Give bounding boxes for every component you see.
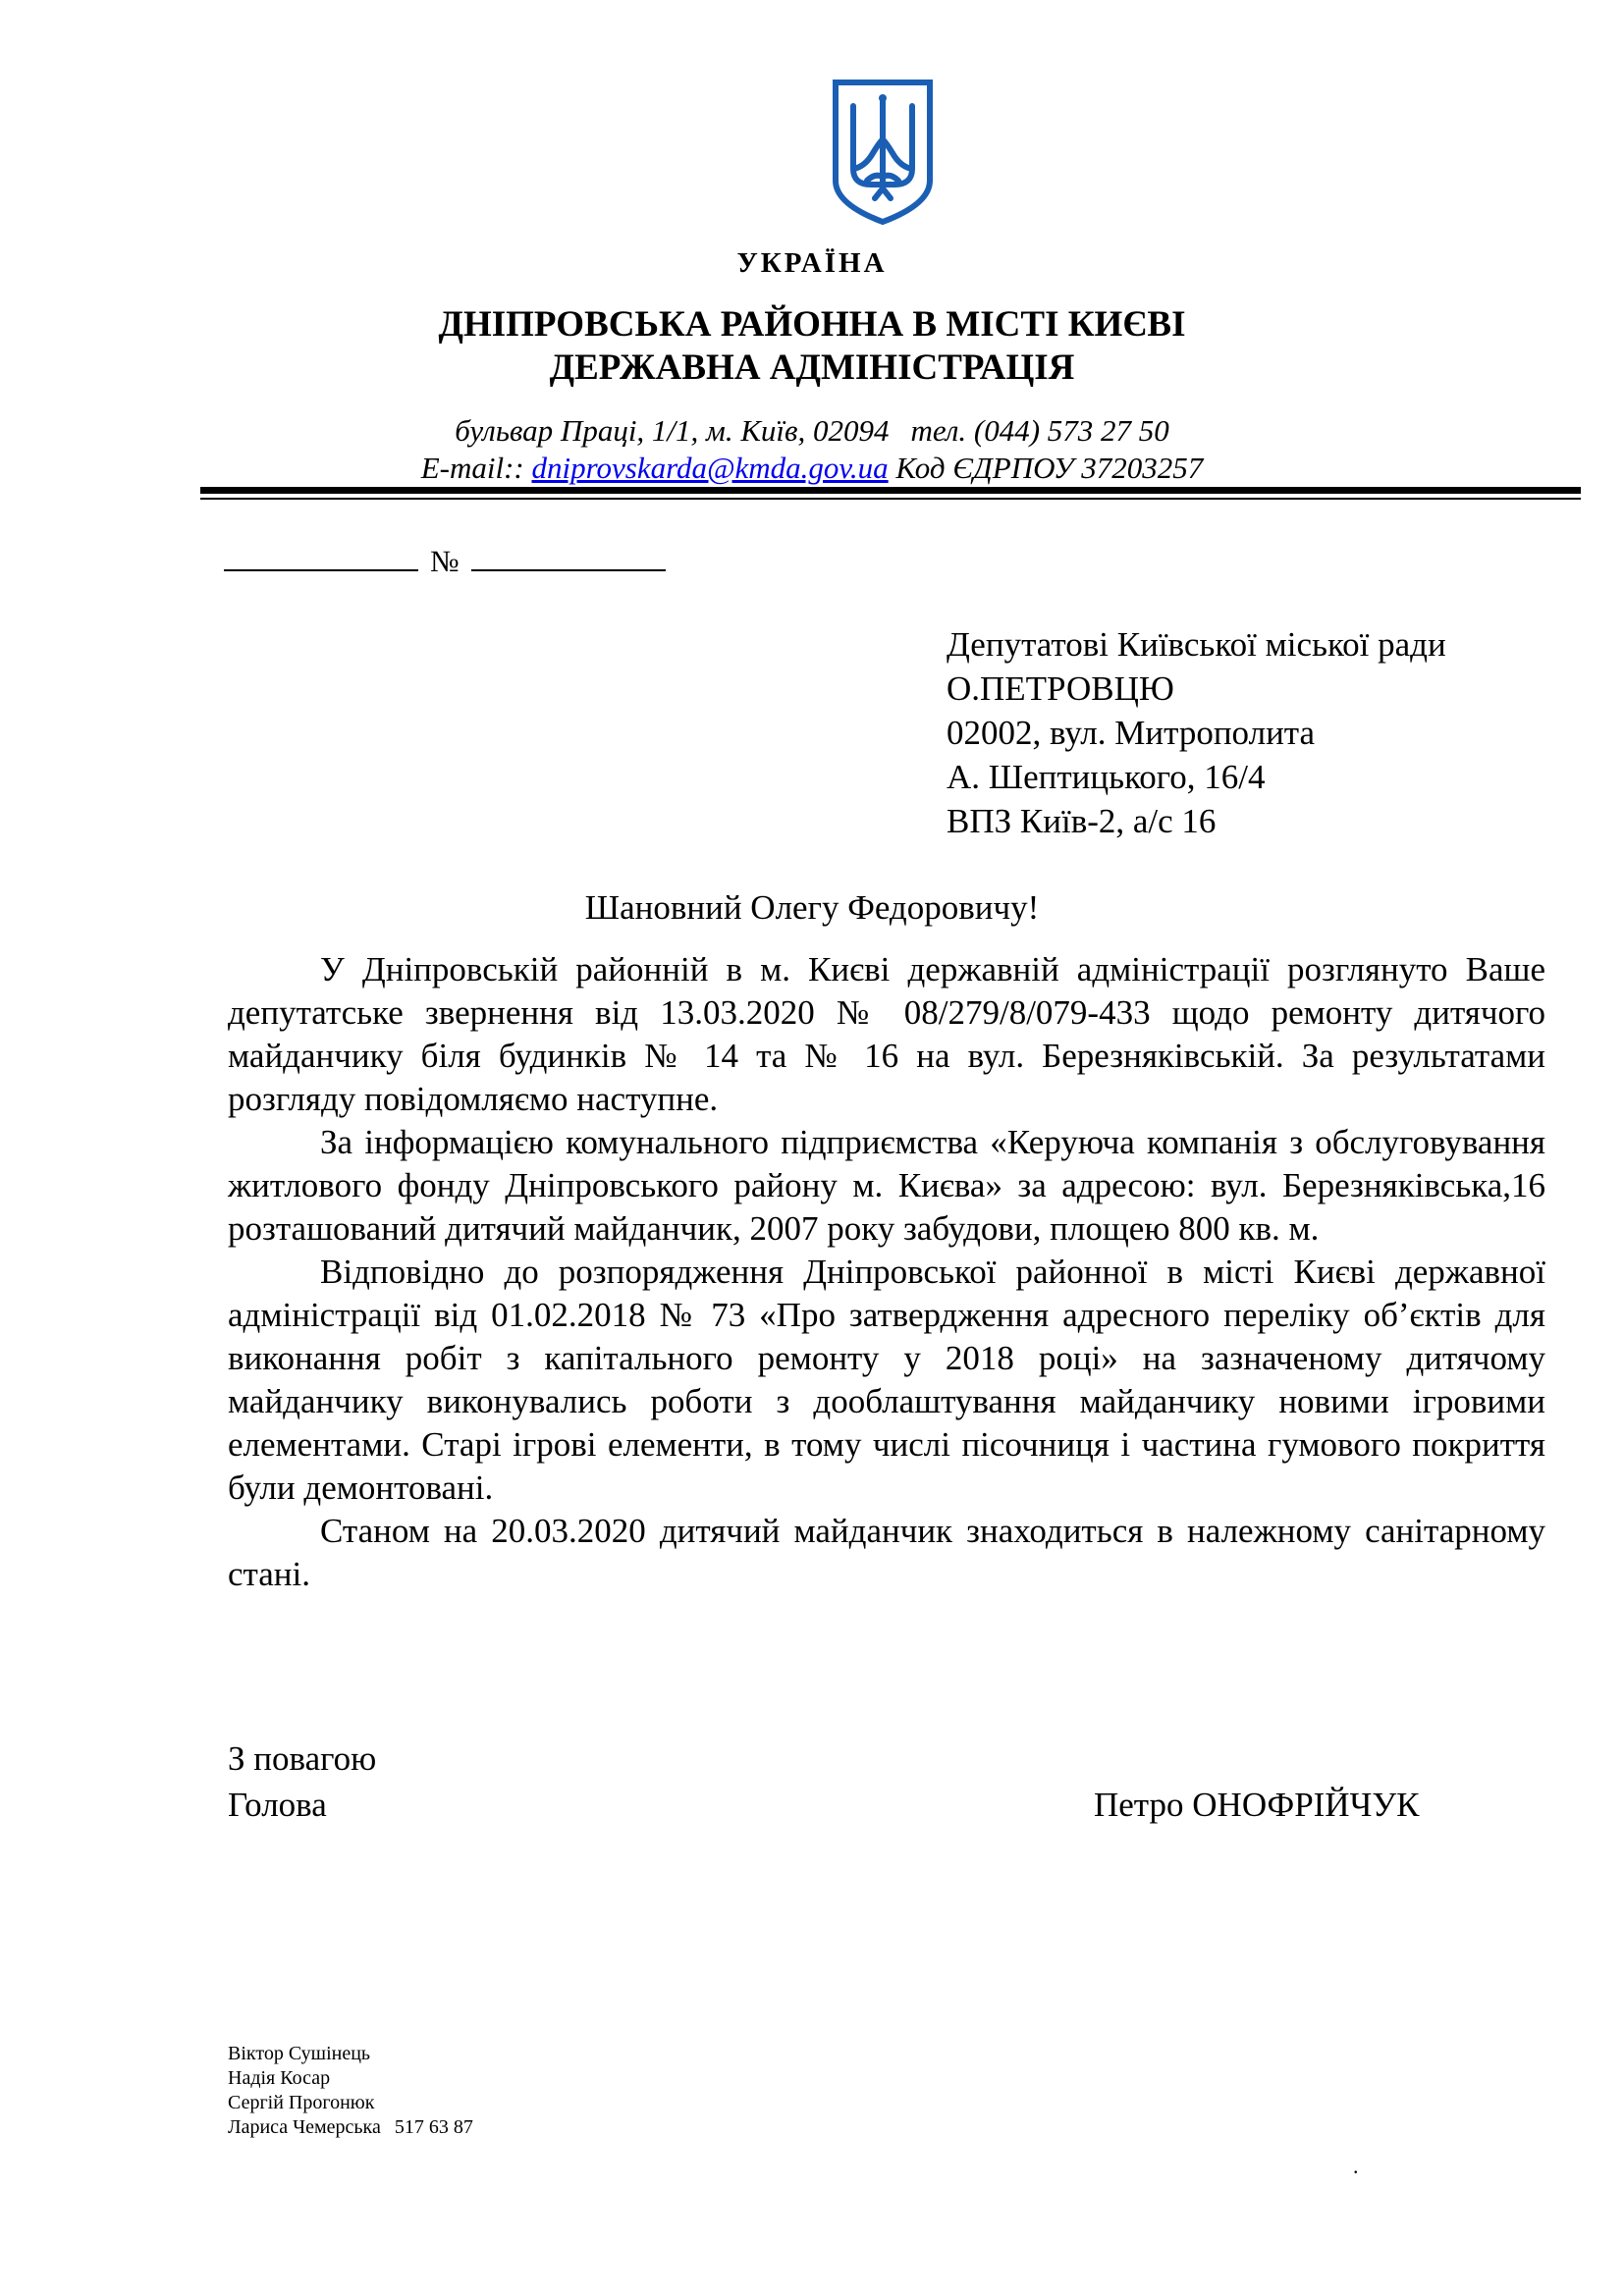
body-paragraph: Відповідно до розпорядження Дніпровської районної в місті Києві державної адміністрації від 01.02.2018 № 73 «Про затвердження адресного переліку об’єктів для виконання робіт з капітального ремонту у 2018 році» на зазначеному дитячому майданчику виконувались роботи з дооблаштування майданчику новими ігровими елементами. Старі ігрові елементи, в тому числі пісочниця і частина гумового покриття були демонтовані. <box>228 1253 1545 1507</box>
email-label: E-mail:: <box>420 451 524 485</box>
executor-name: Сергій Прогонюк <box>228 2092 375 2113</box>
phone-number: тел. (044) 573 27 50 <box>910 413 1169 448</box>
executors-list <box>228 2042 473 2140</box>
contact-email-line <box>0 450 1624 487</box>
organization-name-line2: ДЕРЖАВНА АДМІНІСТРАЦІЯ <box>549 347 1075 388</box>
signer-name: Петро ОНОФРІЙЧУК <box>1094 1786 1420 1824</box>
date-blank <box>224 542 418 571</box>
registration-number-line <box>224 542 666 579</box>
trident-coat-of-arms-icon <box>832 79 934 226</box>
letter-body <box>228 948 1545 1596</box>
executor-name: Надія Косар <box>228 2067 331 2089</box>
body-paragraph: Станом на 20.03.2020 дитячий майданчик знаходиться в належному санітарному стані. <box>228 1512 1545 1593</box>
recipient-line: Депутатові Київської міської ради <box>947 625 1446 664</box>
edrpou-code: Код ЄДРПОУ 37203257 <box>895 451 1204 485</box>
recipient-line: ВПЗ Київ-2, а/с 16 <box>947 802 1217 840</box>
recipient-line: О.ПЕТРОВЦЮ <box>947 669 1174 708</box>
country-name: УКРАЇНА <box>736 247 888 279</box>
closing-block <box>228 1735 376 1828</box>
header-divider-thick <box>200 487 1581 494</box>
header-divider-thin <box>200 498 1581 500</box>
organization-name-line1: ДНІПРОВСЬКА РАЙОННА В МІСТІ КИЄВІ <box>438 304 1186 345</box>
recipient-line: 02002, вул. Митрополита <box>947 714 1316 752</box>
executor-name: Віктор Сушінець <box>228 2043 371 2064</box>
signer-position: Голова <box>228 1786 327 1824</box>
page-mark: . <box>1353 2154 1359 2178</box>
recipient-block <box>947 622 1446 843</box>
executor-phone: 517 63 87 <box>394 2116 473 2138</box>
salutation: Шановний Олегу Федоровичу! <box>584 888 1040 927</box>
number-sign: № <box>430 544 460 578</box>
executor-name: Лариса Чемерська <box>228 2116 381 2138</box>
regards: З повагою <box>228 1739 377 1778</box>
number-blank <box>471 542 666 571</box>
body-paragraph: У Дніпровській районній в м. Києві державній адміністрації розглянуто Ваше депутатське звернення від 13.03.2020 № 08/279/8/079-433 щодо ремонту дитячого майданчику біля будинків № 14 та № 16 на вул. Березняківській. За результатами розгляду повідомляємо наступне. <box>228 950 1545 1118</box>
contact-address-line <box>0 412 1624 450</box>
body-paragraph: За інформацією комунального підприємства «Керуюча компанія з обслуговування житлового фонду Дніпровського району м. Києва» за адресою: вул. Березняківська,16 розташований дитячий майданчик, 2007 року забудови, площею 800 кв. м. <box>228 1123 1545 1248</box>
recipient-line: А. Шептицького, 16/4 <box>947 758 1266 796</box>
executor-contact <box>228 2115 473 2140</box>
postal-address: бульвар Праці, 1/1, м. Київ, 02094 <box>455 413 890 448</box>
email-link[interactable]: dniprovskarda@kmda.gov.ua <box>531 451 889 485</box>
